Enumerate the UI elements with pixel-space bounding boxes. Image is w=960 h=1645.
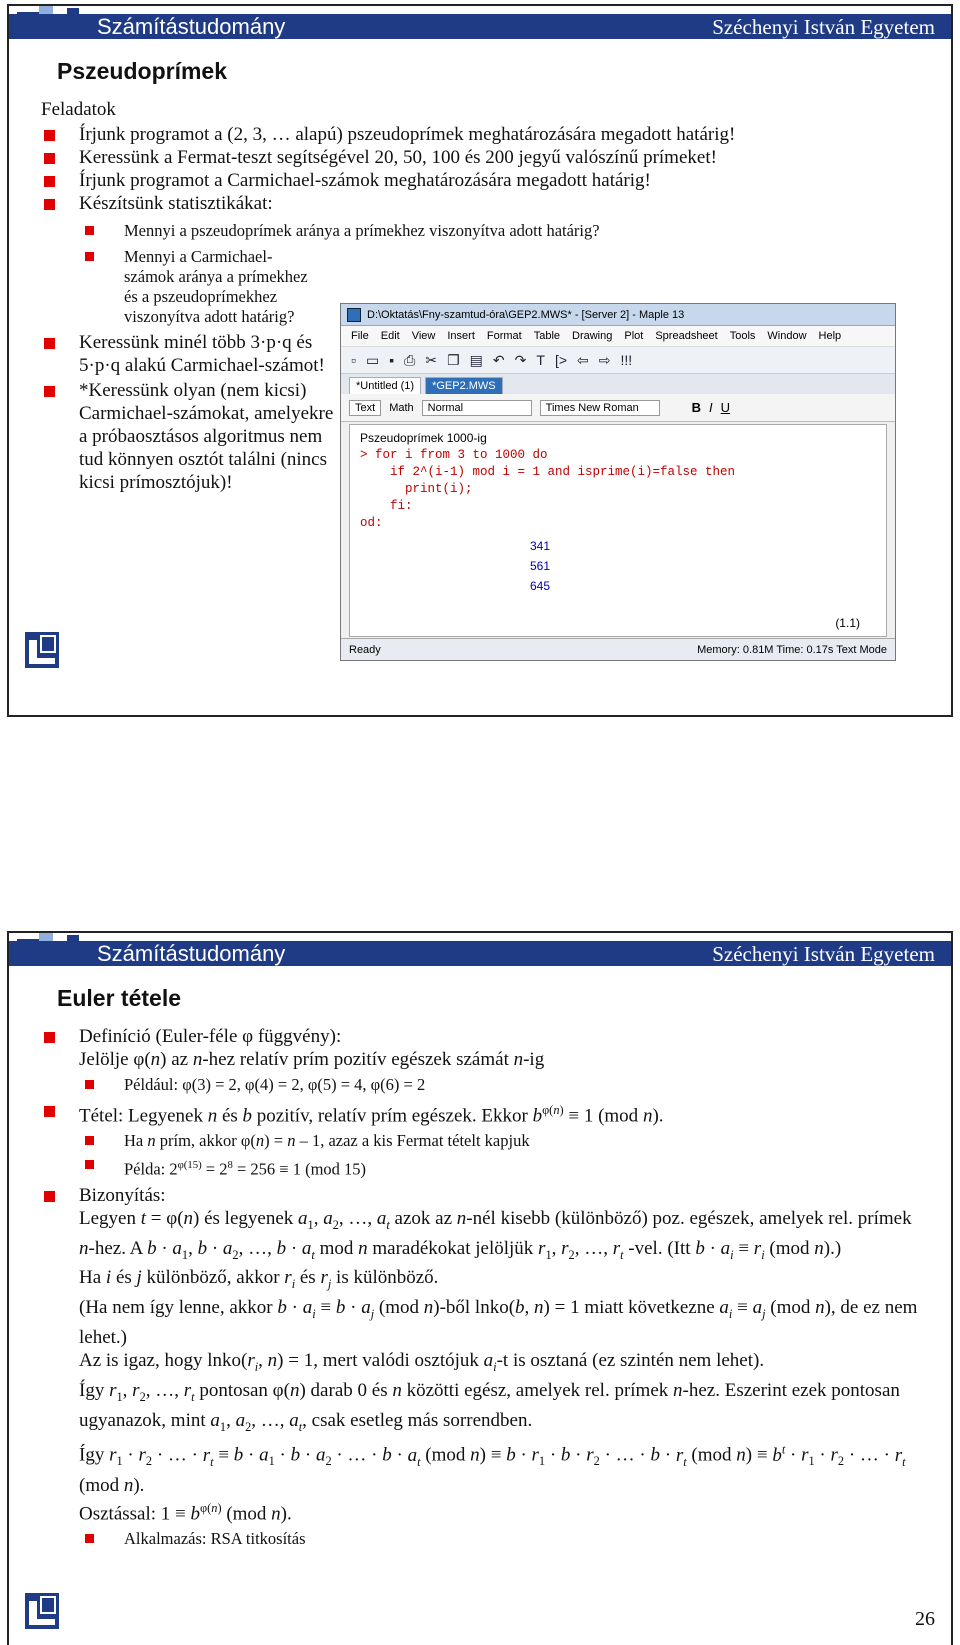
- bullet-proof: Bizonyítás: Legyen t = φ(n) és legyenek $a_1$, $a_2$, …, $a_t$ azok az n-nél kisebb (különböző) poz. egészek, amelyek rel. prímek n-hez. A $b \cdot a_1$, $b \cdot a_2$, …, $b \cdot a_t$ mod n maradékokat jelöljük $r_1$, $r_2$, …, $r_t$ -vel. (Itt $b \cdot a_i \equiv r_i$ (mod n).) Ha i és j különböző, akkor $r_i$ és $r_j$ is különböző. (Ha nem így lenne, akkor $b \cdot a_i \equiv b \cdot a_j$ (mod n)-ből lnko(b, n) = 1 miatt következne $a_i \equiv a_j$ (mod n), de ez nem lehet.) Az is igaz, hogy $lnko(r_i$, n) = 1, mert valódi osztójuk $a_i-t$ is osztaná (ez szintén nem lehet). Így $r_1$, $r_2$, …, $r_t$ pontosan φ(n) darab 0 és n közötti egész, amelyek rel. prímek n-hez. Eszerint ezek pontosan ugyanazok, mint $a_1$, $a_2$, …, $a_t$, csak esetleg más sorrendben. Így $r_1 \cdot r_2$ · … · $r_t \equiv b \cdot a_1 \cdot b \cdot a_2$ · … · $b \cdot a_t$ (mod $n) \equiv b \cdot r_1 \cdot b \cdot r_2$ · … · $b \cdot r_t$ (mod $n) \equiv b^t \cdot r_1 \cdot r_2$ · … · $r_t$ (mod n). Osztással: $1 \equiv b^{\varphi(n)}$ (mod n).: [41, 1184, 931, 1525]
- output-value: 645: [530, 579, 551, 593]
- prompt-icon[interactable]: [>: [554, 352, 568, 368]
- sub-bullet-pelda: Példa: $2^{\varphi(15)} = 2^8 = 256 \equiv 1$ (mod 15): [81, 1155, 931, 1180]
- menu-item[interactable]: Plot: [624, 330, 644, 342]
- menu-item[interactable]: Drawing: [572, 330, 613, 342]
- menu-item[interactable]: File: [351, 330, 369, 342]
- maple-title-bar: [341, 304, 895, 326]
- sub-bullet-item: Mennyi a pszeudoprímek aránya a prímekhez viszonyítva adott határig?: [81, 221, 931, 241]
- bullet-item: Írjunk programot a Carmichael-számok meghatározására megadott határig!: [41, 169, 931, 192]
- menu-item[interactable]: Insert: [447, 330, 475, 342]
- menu-item[interactable]: Format: [486, 330, 522, 342]
- menu-item[interactable]: Table: [533, 330, 561, 342]
- slide-header: [9, 6, 951, 48]
- tab-untitled[interactable]: *Untitled (1): [349, 377, 421, 394]
- slide-title: Euler tétele: [57, 985, 181, 1011]
- bullet-definition: Definíció (Euler-féle φ függvény): Jelölje φ(n) az n-hez relatív prím pozitív egészek számát n-ig: [41, 1025, 931, 1071]
- slide-pszeudoprimek: [7, 4, 953, 717]
- sub-bullet-rsa: Alkalmazás: RSA titkosítás: [81, 1529, 931, 1549]
- page-number: 26: [915, 1608, 935, 1630]
- header-university: Széchenyi István Egyetem: [712, 942, 935, 966]
- execute-icon[interactable]: !!!: [620, 352, 633, 368]
- sub-bullet-example: Például: φ(3) = 2, φ(4) = 2, φ(5) = 4, φ(6) = 2: [81, 1075, 931, 1095]
- sub-bullet-item: Mennyi a Carmichael-számok aránya a prímekhez és a pszeudoprímekhez viszonyítva adott határig?: [81, 247, 311, 327]
- underline-button[interactable]: U: [720, 400, 731, 415]
- menu-item[interactable]: Tools: [729, 330, 756, 342]
- forward-icon[interactable]: ⇨: [598, 351, 611, 368]
- feladatok-label: Feladatok: [41, 99, 116, 120]
- undo-icon[interactable]: ↶: [492, 351, 505, 368]
- bullet-item: Keressünk a Fermat-teszt segítségével 20, 50, 100 és 200 jegyű valószínű prímeket!: [41, 146, 931, 169]
- sub-bullet-fermat: Ha n prím, akkor φ(n) = n – 1, azaz a kis Fermat tételt kapjuk: [81, 1131, 931, 1151]
- status-ready: Ready: [349, 643, 381, 656]
- copy-icon[interactable]: ❐: [447, 351, 460, 368]
- university-logo-icon: [25, 1593, 59, 1629]
- print-icon[interactable]: ⎙: [404, 351, 416, 368]
- math-mode-button[interactable]: Math: [389, 401, 414, 414]
- header-course: Számítástudomány: [97, 941, 286, 966]
- bold-button[interactable]: B: [691, 400, 702, 415]
- maple-menu-bar: [341, 326, 895, 346]
- bullet-item: Írjunk programot a (2, 3, … alapú) pszeudoprímek meghatározására megadott határig!: [41, 123, 931, 146]
- bullet-theorem: Tétel: Legyenek n és b pozitív, relatív prím egészek. Ekkor $b^{\varphi(n)} \equiv 1$ (mod n).: [41, 1099, 931, 1127]
- redo-icon[interactable]: ↷: [514, 351, 527, 368]
- bullet-item: *Keressünk olyan (nem kicsi) Carmichael-számokat, amelyekre a próbaosztásos algoritmus nem tud könnyen osztót találni (nincs kicsi prímosztójuk)!: [41, 379, 341, 494]
- university-logo-icon: [25, 632, 59, 668]
- menu-item[interactable]: Window: [767, 330, 807, 342]
- font-select[interactable]: Times New Roman: [540, 400, 660, 416]
- menu-item[interactable]: View: [411, 330, 436, 342]
- new-file-icon[interactable]: ▫: [351, 352, 356, 368]
- header-university: Széchenyi István Egyetem: [712, 15, 935, 39]
- code-line: od:: [360, 516, 383, 530]
- maple-window-title: D:\Oktatás\Fny-szamtud-óra\GEP2.MWS* - [Server 2] - Maple 13: [367, 308, 685, 321]
- tab-gep2[interactable]: *GEP2.MWS: [425, 377, 503, 394]
- style-select[interactable]: Normal: [422, 400, 532, 416]
- maple-format-bar: [341, 394, 895, 422]
- code-line: > for i from 3 to 1000 do: [360, 448, 548, 462]
- maple-app-icon: [347, 308, 361, 322]
- equation-label: (1.1): [835, 616, 860, 630]
- paste-icon[interactable]: ▤: [469, 351, 483, 368]
- maple-window-screenshot: [340, 303, 896, 661]
- menu-item[interactable]: Edit: [380, 330, 400, 342]
- bullet-item: Keressünk minél több 3·p·q és 5·p·q alakú Carmichael-számot!: [41, 331, 341, 377]
- maple-status-bar: [341, 638, 895, 660]
- maple-tab-bar: [341, 374, 895, 394]
- status-memory: Memory: 0.81M Time: 0.17s Text Mode: [697, 643, 887, 656]
- open-icon[interactable]: ▭: [365, 351, 380, 368]
- code-line: fi:: [360, 499, 413, 513]
- menu-item[interactable]: Help: [818, 330, 842, 342]
- cut-icon[interactable]: ✂: [425, 351, 438, 368]
- back-icon[interactable]: ⇦: [577, 351, 589, 368]
- slide-title: Pszeudoprímek: [57, 58, 227, 84]
- output-value: 561: [530, 559, 551, 573]
- italic-button[interactable]: I: [709, 400, 713, 415]
- output-value: 341: [530, 539, 551, 553]
- slide-content: [41, 1025, 931, 1549]
- menu-item[interactable]: Spreadsheet: [655, 330, 718, 342]
- slide-euler: [7, 931, 953, 1645]
- bullet-item: Készítsünk statisztikákat:: [41, 192, 931, 215]
- code-line: if 2^(i-1) mod i = 1 and isprime(i)=false then: [360, 465, 736, 479]
- worksheet-heading: Pszeudoprímek 1000-ig: [360, 431, 487, 445]
- text-mode-button[interactable]: Text: [349, 400, 381, 416]
- slide-header: [9, 933, 951, 975]
- maple-worksheet[interactable]: [349, 424, 887, 637]
- save-icon[interactable]: ▪: [389, 352, 395, 368]
- text-icon[interactable]: T: [536, 352, 545, 368]
- maple-toolbar: [341, 346, 895, 374]
- header-course: Számítástudomány: [97, 14, 286, 39]
- code-line: print(i);: [360, 482, 473, 496]
